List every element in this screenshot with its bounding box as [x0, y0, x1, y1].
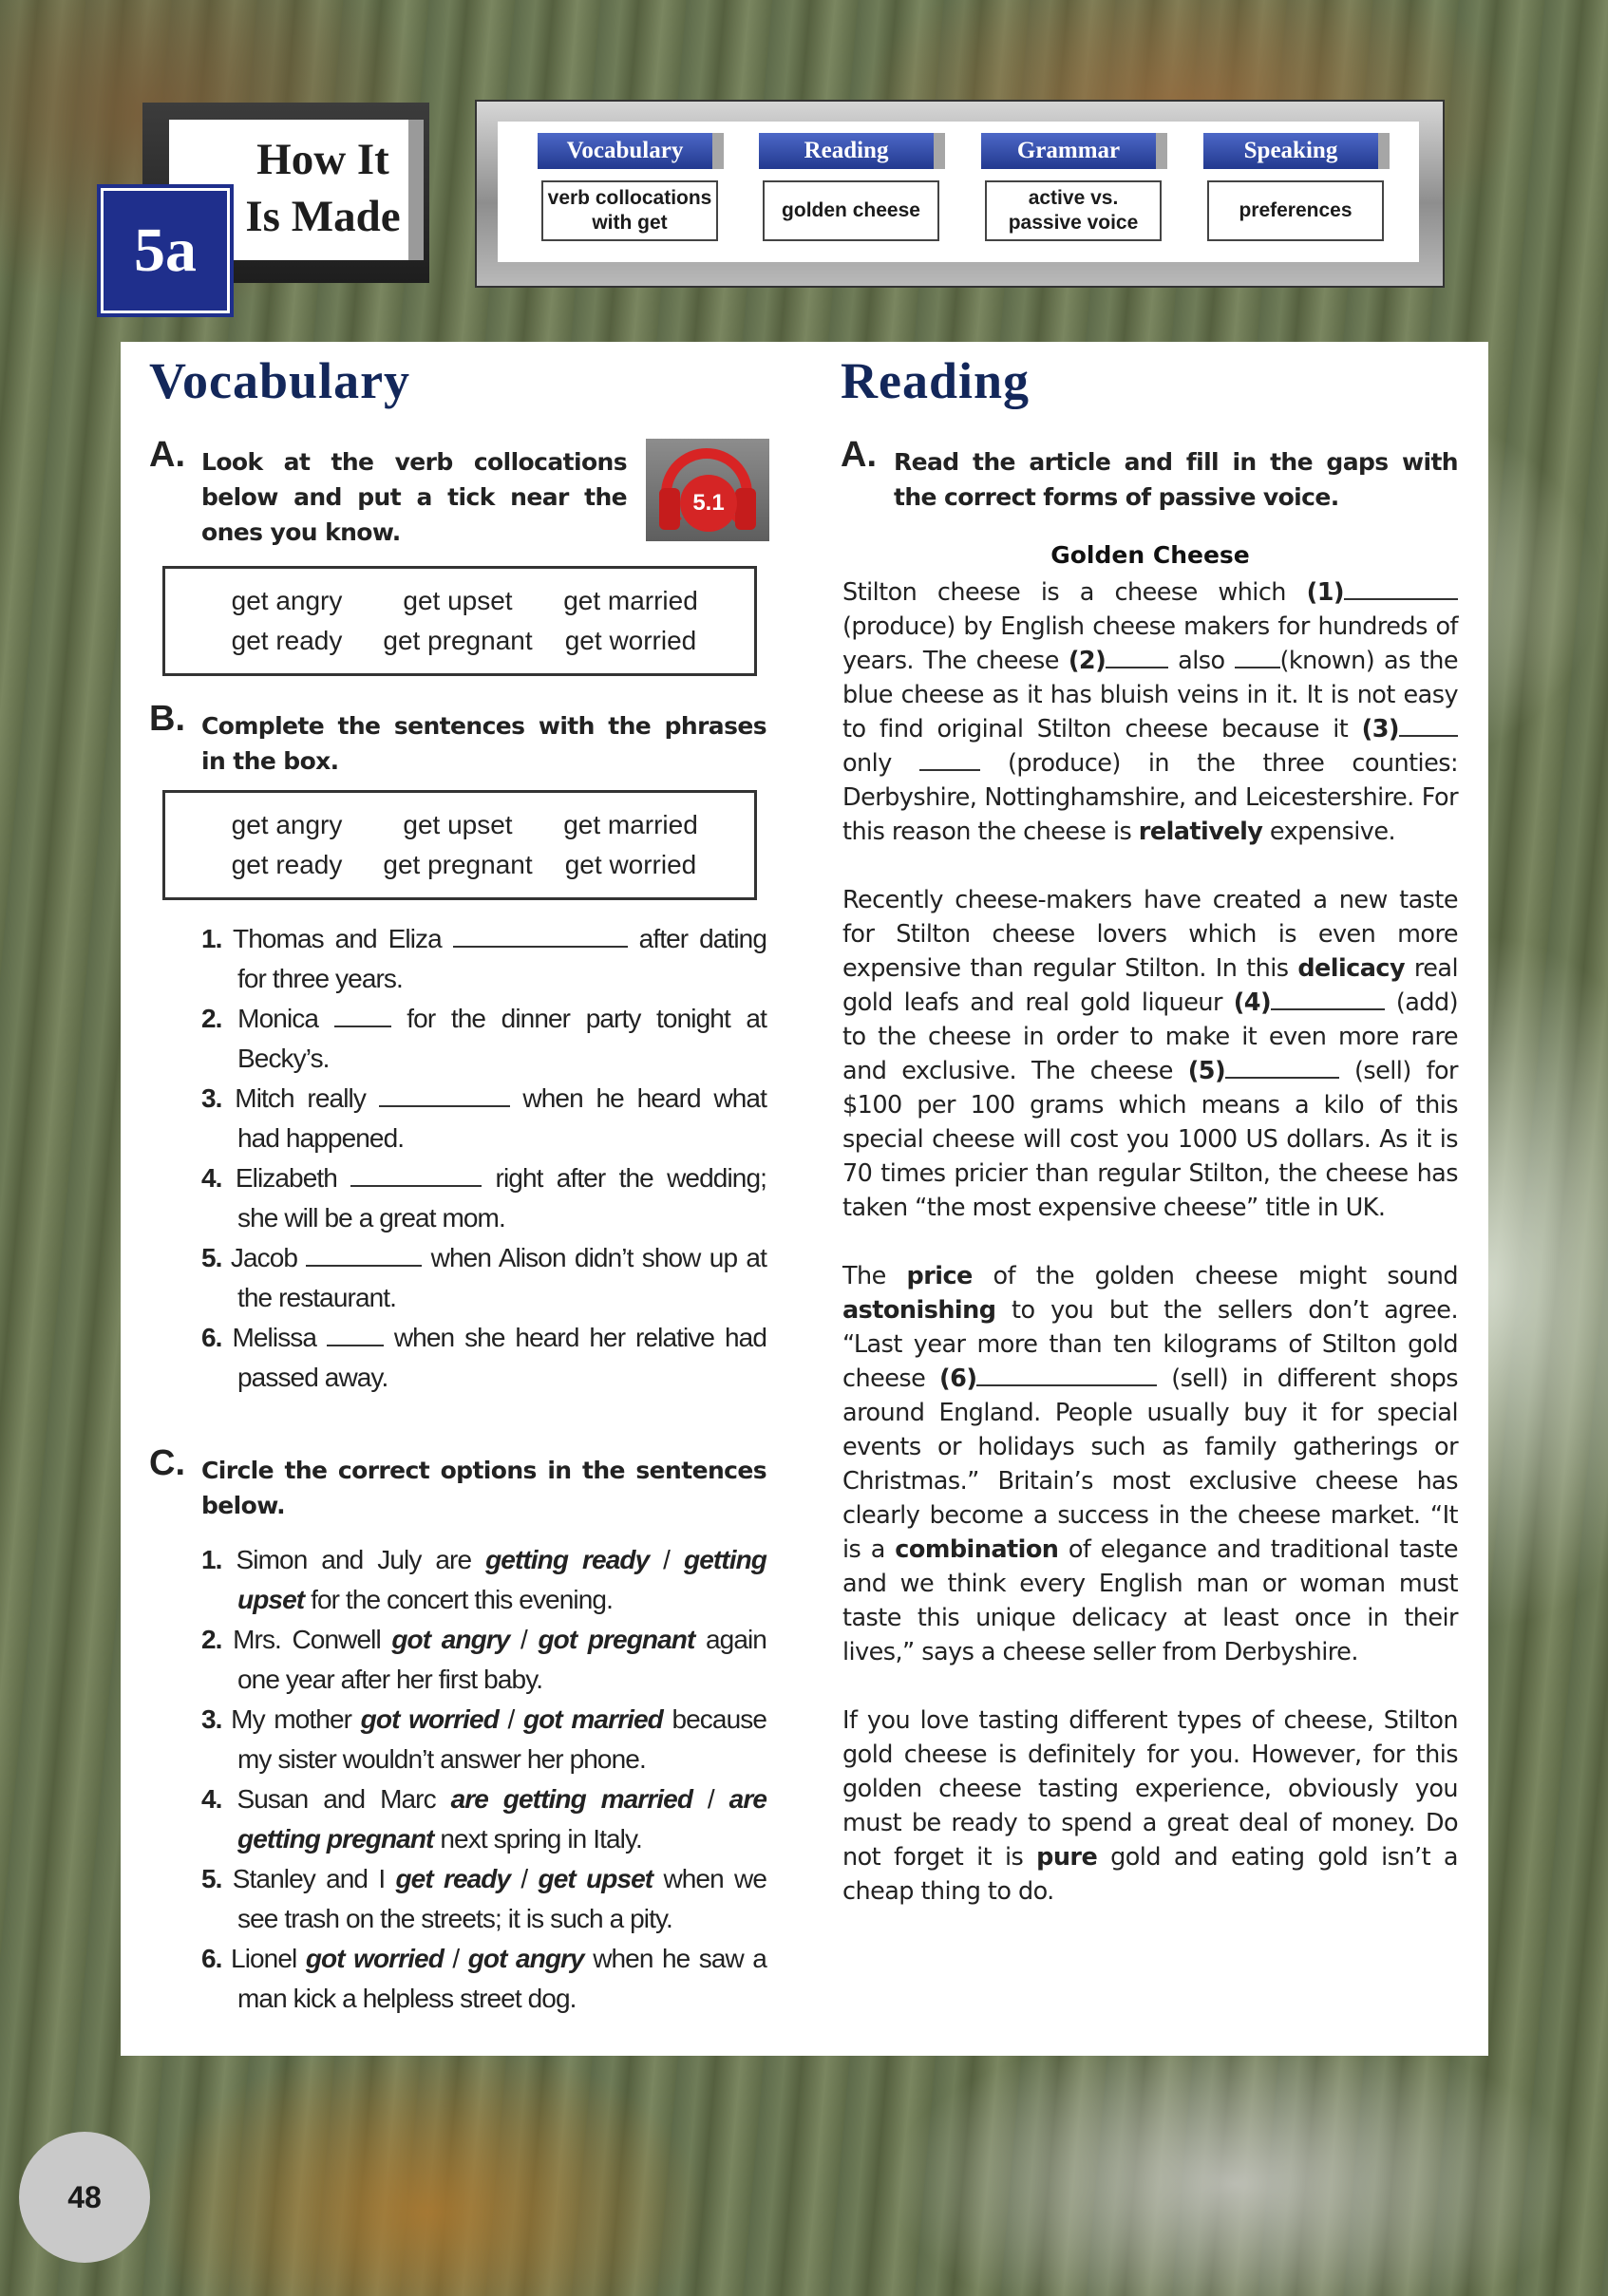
article-text: expensive.	[1262, 818, 1396, 846]
article-text: gold and eating gold isn’t a cheap thing to do.	[842, 1843, 1458, 1906]
answer-gap[interactable]	[327, 1324, 384, 1346]
article-text: (known) as the blue cheese as it has bluish veins in it. It is not easy to find original Stilton cheese because it	[842, 647, 1458, 743]
article-body	[842, 575, 1458, 1943]
sentence-text: Thomas and Eliza	[232, 924, 442, 953]
article-bold-word: combination	[895, 1535, 1059, 1564]
article-text: (produce) in the three counties: Derbyshire, Nottinghamshire, and Leicestershire. For this reason the cheese is	[842, 749, 1458, 846]
phrase: get angry	[231, 586, 343, 615]
sentence-text: because my sister wouldn’t answer her phone.	[237, 1704, 767, 1774]
article-text: If you love tasting different types of cheese, Stilton gold cheese is definitely for you. However, for this golden cheese tasting experience, obviously you must be ready to spend a great deal of money. Do not forget it is	[842, 1706, 1458, 1872]
article-paragraph	[842, 1259, 1458, 1669]
gap-number: (6)	[939, 1364, 977, 1393]
vocab-exercise-a-instruction: Look at the verb collocations below and put a tick near the ones you know.	[201, 448, 627, 546]
phrase: get married	[563, 810, 698, 839]
sentence-text: when he heard what had happened.	[237, 1083, 766, 1153]
phrase: get angry	[231, 810, 343, 839]
exercise-b-sentence	[201, 1318, 766, 1398]
article-bold-word: price	[906, 1262, 973, 1290]
article-paragraph	[842, 575, 1458, 849]
option-two[interactable]: getting upset	[237, 1545, 767, 1614]
phrase: get worried	[564, 850, 697, 879]
headphone-right-cup	[735, 488, 756, 530]
answer-gap[interactable]	[334, 1005, 391, 1027]
sentence-text: Jacob	[230, 1243, 298, 1272]
answer-gap[interactable]	[1344, 577, 1458, 600]
skill-topic-line1: verb collocations	[547, 187, 712, 209]
skill-topic-line2: passive voice	[1008, 212, 1139, 234]
sentence-number: 6.	[201, 1323, 222, 1352]
answer-gap[interactable]	[919, 748, 980, 771]
lesson-title	[237, 131, 408, 245]
lesson-number-badge: 5a	[101, 188, 230, 313]
sentence-number: 3.	[201, 1704, 222, 1734]
article-text: Stilton cheese is a cheese which	[842, 578, 1307, 607]
phrase: get pregnant	[383, 850, 533, 879]
article-bold-word: relatively	[1138, 818, 1263, 846]
reading-exercise-a-instruction: Read the article and fill in the gaps with the correct forms of passive voice.	[894, 448, 1458, 511]
answer-gap[interactable]	[1225, 1056, 1339, 1079]
option-two[interactable]: got angry	[467, 1944, 584, 1973]
sentence-text: Elizabeth	[235, 1163, 337, 1193]
article-text: of elegance and traditional taste and we think every English man or woman must taste this unique delicacy at least once in their lives,” says a cheese seller from Derbyshire.	[842, 1535, 1458, 1666]
skill-topic	[985, 180, 1162, 241]
phrase: get ready	[231, 626, 343, 655]
sentence-number: 1.	[201, 1545, 222, 1574]
article-text: (produce) by English cheese makers for hundreds of years. The cheese	[842, 612, 1458, 675]
lesson-title-line1: How It	[256, 135, 389, 184]
option-two[interactable]: are getting pregnant	[237, 1784, 767, 1854]
article-bold-word: delicacy	[1297, 954, 1406, 983]
skill-topic-line1: golden cheese	[782, 199, 920, 221]
answer-gap[interactable]	[1399, 714, 1458, 737]
sentence-text: Susan and Marc	[236, 1784, 436, 1814]
gap-number: (2)	[1068, 647, 1107, 675]
vocabulary-title: Vocabulary	[149, 352, 411, 409]
answer-gap[interactable]	[306, 1244, 422, 1267]
exercise-c-sentences	[201, 1540, 766, 2019]
exercise-b-sentence	[201, 1238, 766, 1318]
skill-vocabulary	[538, 133, 724, 241]
sentence-text: when she heard her relative had passed away.	[237, 1323, 766, 1392]
exercise-c-sentence: 4. Susan and Marc are getting married / are getting pregnant next spring in Italy.	[201, 1784, 767, 1854]
phrase-box-a	[162, 566, 757, 676]
answer-gap[interactable]	[379, 1084, 510, 1107]
sentence-text: Mitch really	[235, 1083, 366, 1113]
gap-number: (5)	[1187, 1057, 1226, 1085]
page-number: 48	[19, 2132, 150, 2263]
article-bold-word: astonishing	[842, 1296, 996, 1325]
article-text: real gold leafs and real gold liqueur	[842, 954, 1458, 1017]
sentence-number: 2.	[201, 1004, 222, 1033]
exercise-b-sentence	[201, 1158, 766, 1238]
lesson-title-line2: Is Made	[245, 192, 401, 241]
sentence-text: when he saw a man kick a helpless street dog.	[237, 1944, 766, 2013]
sentence-number: 2.	[201, 1625, 222, 1654]
exercise-b-sentences	[201, 919, 766, 1398]
audio-track-badge[interactable]	[646, 439, 769, 541]
answer-gap[interactable]	[1271, 988, 1385, 1010]
sentence-number: 5.	[201, 1243, 222, 1272]
skill-heading: Vocabulary	[538, 133, 724, 169]
sentence-number: 6.	[201, 1944, 222, 1973]
answer-gap[interactable]	[976, 1364, 1157, 1386]
sentence-text: Melissa	[232, 1323, 317, 1352]
phrase: get ready	[231, 850, 343, 879]
exercise-b-sentence	[201, 999, 766, 1079]
phrase: get pregnant	[383, 626, 533, 655]
article-text: (sell) for $100 per 100 grams which means a kilo of this special cheese will cost you 1000 US dollars. As it is 70 times pricier than regular Stilton, the cheese has taken “the most expensive cheese” title in UK.	[842, 1057, 1458, 1222]
option-two[interactable]: got married	[523, 1704, 663, 1734]
phrase: get worried	[564, 626, 697, 655]
skill-reading	[759, 133, 945, 241]
exercise-c-sentence: 3. My mother got worried / got married because my sister wouldn’t answer her phone.	[201, 1704, 767, 1774]
vocab-exercise-a-letter: A.	[149, 435, 185, 475]
option-one[interactable]: are getting married	[450, 1784, 693, 1814]
audio-track-number: 5.1	[680, 475, 737, 532]
option-two[interactable]: got pregnant	[538, 1625, 695, 1654]
reading-exercise-a-letter: A.	[841, 435, 877, 475]
reading-title: Reading	[841, 352, 1031, 409]
sentence-text: Lionel	[231, 1944, 297, 1973]
skill-heading: Grammar	[981, 133, 1167, 169]
exercise-c-sentence: 5. Stanley and I get ready / get upset when we see trash on the streets; it is such a pity.	[201, 1864, 766, 1933]
option-one[interactable]: getting ready	[485, 1545, 650, 1574]
sentence-text: for the concert this evening.	[311, 1585, 613, 1614]
vocab-exercise-b-instruction: Complete the sentences with the phrases in the box.	[201, 712, 766, 775]
option-one[interactable]: got worried	[360, 1704, 499, 1734]
article-text: (sell) in different shops around England. People usually buy it for special events or holidays such as family gatherings or Christmas.” Britain’s most exclusive cheese has clearly become a success in the cheese market. “It is a	[842, 1364, 1458, 1564]
phrase-box-b	[162, 790, 757, 900]
sentence-text: when we see trash on the streets; it is such a pity.	[237, 1864, 766, 1933]
sentence-text: for the dinner party tonight at Becky’s.	[237, 1004, 766, 1073]
skill-topic-line2: with get	[592, 212, 668, 234]
answer-gap[interactable]	[453, 925, 628, 948]
gap-number: (1)	[1306, 578, 1344, 607]
article-text: (add) to the cheese in order to make it even more rare and exclusive. The cheese	[842, 988, 1459, 1085]
exercise-b-sentence	[201, 1079, 766, 1158]
exercise-c-sentence: 1. Simon and July are getting ready / getting upset for the concert this evening.	[201, 1545, 767, 1614]
vocab-exercise-b-letter: B.	[149, 699, 185, 739]
option-one[interactable]: got worried	[305, 1944, 444, 1973]
skill-heading: Reading	[759, 133, 945, 169]
sentence-number: 1.	[201, 924, 222, 953]
exercise-c-sentence: 6. Lionel got worried / got angry when he saw a man kick a helpless street dog.	[201, 1944, 766, 2013]
sentence-number: 4.	[201, 1784, 222, 1814]
option-one[interactable]: get ready	[395, 1864, 511, 1893]
article-text: only	[842, 749, 919, 778]
sentence-text: when Alison didn’t show up at the restaurant.	[237, 1243, 766, 1312]
skill-topic	[541, 180, 718, 241]
vocab-exercise-c-letter: C.	[149, 1443, 185, 1483]
article-text: of the golden cheese might sound	[972, 1262, 1458, 1290]
article-text: The	[842, 1262, 907, 1290]
skill-topic	[763, 180, 939, 241]
skill-grammar	[981, 133, 1167, 241]
sentence-text: again one year after her first baby.	[237, 1625, 766, 1694]
answer-gap[interactable]	[350, 1164, 482, 1187]
phrase: get upset	[403, 810, 513, 839]
sentence-number: 3.	[201, 1083, 222, 1113]
gap-number: (4)	[1233, 988, 1272, 1017]
option-two[interactable]: get upset	[538, 1864, 653, 1893]
skill-topic-line1: preferences	[1239, 199, 1353, 221]
phrase: get married	[563, 586, 698, 615]
exercise-c-sentence: 2. Mrs. Conwell got angry / got pregnant again one year after her first baby.	[201, 1625, 766, 1694]
article-paragraph	[842, 883, 1458, 1225]
sentence-text: Monica	[237, 1004, 319, 1033]
sentence-text: My mother	[231, 1704, 352, 1734]
option-one[interactable]: got angry	[391, 1625, 510, 1654]
article-text: also	[1168, 647, 1235, 675]
headphone-left-cup	[659, 488, 680, 530]
article-text: to you but the sellers don’t agree. “Last year more than ten kilograms of Stilton gold cheese	[842, 1296, 1458, 1393]
sentence-number: 5.	[201, 1864, 222, 1893]
sentence-text: next spring in Italy.	[440, 1824, 642, 1854]
phrase: get upset	[403, 586, 513, 615]
answer-gap[interactable]	[1235, 646, 1280, 668]
article-paragraph	[842, 1703, 1458, 1909]
answer-gap[interactable]	[1106, 646, 1168, 668]
vocab-exercise-c-instruction: Circle the correct options in the sentences below.	[201, 1457, 766, 1519]
skill-topic	[1207, 180, 1384, 241]
article-text: Recently cheese-makers have created a new taste for Stilton cheese lovers which is even more expensive than regular Stilton. In this	[842, 886, 1458, 983]
skill-speaking	[1203, 133, 1390, 241]
sentence-text: right after the wedding; she will be a great mom.	[237, 1163, 766, 1233]
exercise-b-sentence	[201, 919, 766, 999]
article-title: Golden Cheese	[1050, 541, 1250, 569]
skill-heading: Speaking	[1203, 133, 1390, 169]
sentence-text: after dating for three years.	[237, 924, 767, 993]
sentence-text: Stanley and I	[232, 1864, 386, 1893]
article-bold-word: pure	[1036, 1843, 1098, 1872]
sentence-text: Simon and July are	[236, 1545, 472, 1574]
gap-number: (3)	[1361, 715, 1399, 743]
sentence-number: 4.	[201, 1163, 222, 1193]
skill-topic-line1: active vs.	[1028, 187, 1119, 209]
sentence-text: Mrs. Conwell	[233, 1625, 381, 1654]
